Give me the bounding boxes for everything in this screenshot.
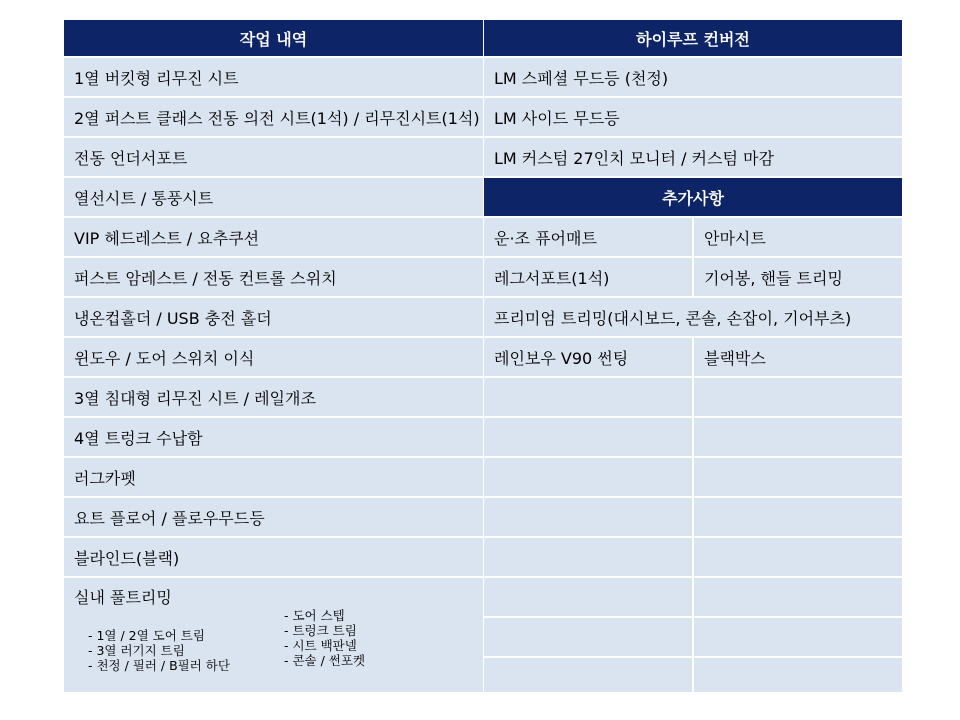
trim-detail: - 천정 / 필러 / B필러 하단 [88, 658, 230, 673]
work-item: 열선시트 / 통풍시트 [64, 178, 483, 216]
empty-cell [694, 538, 902, 576]
empty-cell [484, 418, 692, 456]
work-item: 블라인드(블랙) [64, 538, 483, 576]
trim-detail: - 3열 러기지 트림 [88, 643, 185, 658]
work-item: 전동 언더서포트 [64, 138, 483, 176]
work-item: 1열 버킷형 리무진 시트 [64, 58, 483, 96]
extras-item: 운·조 퓨어매트 [484, 218, 692, 256]
empty-cell [694, 658, 902, 692]
work-item: VIP 헤드레스트 / 요추쿠션 [64, 218, 483, 256]
high-roof-item: LM 스페셜 무드등 (천정) [484, 58, 902, 96]
work-history-header: 작업 내역 [64, 20, 483, 56]
extras-header: 추가사항 [484, 178, 902, 216]
work-item: 4열 트렁크 수납함 [64, 418, 483, 456]
empty-cell [694, 498, 902, 536]
work-item: 냉온컵홀더 / USB 충전 홀더 [64, 298, 483, 336]
spec-table [64, 20, 902, 692]
empty-cell [484, 618, 692, 656]
high-roof-item: LM 사이드 무드등 [484, 98, 902, 136]
trim-detail: - 콘솔 / 썬포켓 [284, 653, 366, 668]
empty-cell [484, 378, 692, 416]
work-item: 윈도우 / 도어 스위치 이식 [64, 338, 483, 376]
empty-cell [484, 538, 692, 576]
high-roof-header: 하이루프 컨버전 [484, 20, 902, 56]
trim-details-right [284, 608, 365, 668]
extras-item: 레그서포트(1석) [484, 258, 692, 296]
empty-cell [484, 458, 692, 496]
trim-details-left [88, 628, 230, 673]
extras-item: 블랙박스 [694, 338, 902, 376]
empty-cell [694, 418, 902, 456]
empty-cell [694, 578, 902, 616]
empty-cell [484, 498, 692, 536]
work-item: 러그카펫 [64, 458, 483, 496]
work-item: 실내 풀트리밍 [74, 588, 172, 607]
work-item: 3열 침대형 리무진 시트 / 레일개조 [64, 378, 483, 416]
trim-detail: - 도어 스텝 [284, 608, 345, 623]
empty-cell [694, 378, 902, 416]
extras-item: 안마시트 [694, 218, 902, 256]
high-roof-item: LM 커스텀 27인치 모니터 / 커스텀 마감 [484, 138, 902, 176]
work-item: 요트 플로어 / 플로우무드등 [64, 498, 483, 536]
empty-cell [484, 578, 692, 616]
trim-detail: - 트렁크 트림 [284, 623, 357, 638]
work-item: 퍼스트 암레스트 / 전동 컨트롤 스위치 [64, 258, 483, 296]
trim-detail: - 시트 백판넬 [284, 638, 357, 653]
empty-cell [694, 618, 902, 656]
trim-detail: - 1열 / 2열 도어 트림 [88, 628, 205, 643]
extras-item: 기어봉, 핸들 트리밍 [694, 258, 902, 296]
extras-item: 레인보우 V90 썬팅 [484, 338, 692, 376]
empty-cell [484, 658, 692, 692]
extras-item: 프리미엄 트리밍(대시보드, 콘솔, 손잡이, 기어부츠) [484, 298, 902, 336]
work-item: 2열 퍼스트 클래스 전동 의전 시트(1석) / 리무진시트(1석) [64, 98, 483, 136]
empty-cell [694, 458, 902, 496]
